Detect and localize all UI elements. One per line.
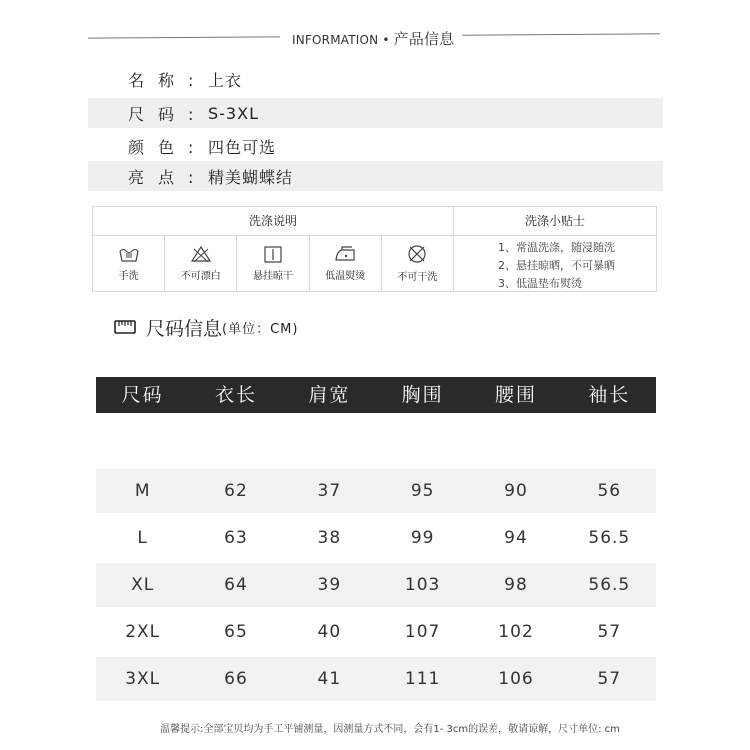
- info-value: 四色可选: [208, 137, 277, 157]
- no-bleach-icon: [190, 245, 212, 263]
- table-cell: 41: [317, 669, 342, 689]
- header-title-en: INFORMATION: [292, 33, 379, 47]
- info-label: 名称:: [128, 70, 208, 90]
- column-header: 尺码: [121, 384, 164, 406]
- table-cell: 103: [404, 575, 441, 595]
- table-cell: L: [137, 528, 148, 548]
- column-header: 袖长: [588, 384, 631, 406]
- wash-icon-cell: [93, 236, 165, 291]
- wash-instructions-box: [92, 206, 657, 292]
- hand-wash-icon: [118, 245, 140, 263]
- table-cell: 64: [224, 575, 248, 595]
- wash-tip: 3、低温垫布熨烫: [498, 277, 582, 290]
- column-header: 腰围: [494, 384, 537, 406]
- table-cell: 63: [224, 528, 248, 548]
- wash-icon-cell: [310, 236, 382, 291]
- size-table-header: [96, 377, 656, 413]
- wash-icon-cell: [382, 236, 453, 291]
- table-cell: 98: [504, 575, 528, 595]
- table-cell: 2XL: [125, 622, 161, 642]
- table-cell: 66: [224, 669, 248, 689]
- table-cell: 38: [317, 528, 342, 548]
- table-cell: 3XL: [125, 669, 161, 689]
- table-cell: 57: [597, 669, 622, 689]
- info-label: 颜色:: [128, 137, 208, 157]
- table-cell: 65: [224, 622, 248, 642]
- table-cell: 56.5: [588, 575, 631, 595]
- table-cell: 102: [498, 622, 534, 642]
- wash-icon-cell: [237, 236, 309, 291]
- wash-icon-label: 悬挂晾干: [253, 271, 293, 282]
- info-label: 亮点:: [128, 167, 208, 187]
- wash-instructions: [93, 207, 454, 291]
- wash-icons: [93, 236, 453, 291]
- table-cell: 95: [410, 481, 435, 501]
- info-row-name: [88, 64, 663, 94]
- table-row: [96, 657, 656, 701]
- no-dry-clean-icon: [406, 244, 428, 264]
- table-cell: XL: [131, 575, 155, 595]
- wash-icon-label: 不可漂白: [180, 271, 221, 282]
- table-row: [96, 516, 656, 560]
- table-row: [96, 563, 656, 607]
- table-cell: 57: [597, 622, 622, 642]
- table-cell: 94: [504, 528, 528, 548]
- table-cell: 62: [224, 481, 248, 501]
- info-row-size: [88, 98, 663, 128]
- wash-tips: [454, 207, 656, 291]
- table-row: [96, 469, 656, 513]
- footnote: 温馨提示:全部宝贝均为手工平铺测量，因测量方式不同，会有1- 3cm的误差，敬请谅解，尺寸单位: cm: [160, 724, 620, 735]
- wash-tip: 1、常温洗涤，随浸随洗: [498, 241, 615, 254]
- info-value: S-3XL: [208, 103, 259, 123]
- wash-instructions-title: 洗涤说明: [93, 207, 453, 236]
- table-cell: 56: [597, 481, 622, 501]
- table-cell: 40: [317, 622, 342, 642]
- table-cell: M: [134, 481, 151, 501]
- header-title-cn: 产品信息: [393, 30, 455, 48]
- size-heading-title: 尺码信息: [146, 317, 223, 340]
- header-title: [292, 28, 454, 49]
- size-heading: [114, 314, 298, 340]
- info-value: 精美蝴蝶结: [208, 167, 294, 187]
- table-cell: 107: [404, 622, 441, 642]
- table-cell: 111: [404, 669, 441, 689]
- wash-icon-cell: [165, 236, 237, 291]
- info-label: 尺码:: [128, 104, 208, 124]
- wash-icon-label: 不可干洗: [397, 272, 438, 283]
- size-heading-unit: (单位：CM): [222, 321, 299, 337]
- table-cell: 37: [317, 481, 342, 501]
- wash-tip: 2、悬挂晾晒，不可暴晒: [498, 259, 615, 272]
- header-line-right: [462, 33, 660, 35]
- wash-tips-title: 洗涤小贴士: [454, 207, 656, 236]
- info-value: 上衣: [208, 70, 243, 90]
- wash-tips-list: [454, 236, 656, 293]
- header-line-left: [88, 36, 280, 38]
- table-cell: 56.5: [588, 528, 631, 548]
- bullet: •: [382, 33, 390, 47]
- table-cell: 99: [410, 528, 435, 548]
- wash-icon-label: 低温熨烫: [325, 271, 366, 282]
- table-cell: 106: [498, 669, 534, 689]
- info-row-highlight: [88, 161, 663, 191]
- table-cell: 39: [317, 575, 342, 595]
- table-cell: 90: [504, 481, 528, 501]
- wash-icon-label: 手洗: [118, 271, 139, 282]
- column-header: 肩宽: [308, 384, 351, 406]
- column-header: 胸围: [401, 384, 444, 406]
- ruler-icon: [114, 320, 136, 334]
- section-header: [0, 28, 750, 48]
- info-row-color: [88, 131, 663, 161]
- table-row: [96, 610, 656, 654]
- hang-dry-icon: [262, 245, 284, 263]
- low-iron-icon: [333, 245, 357, 263]
- column-header: 衣长: [214, 384, 257, 406]
